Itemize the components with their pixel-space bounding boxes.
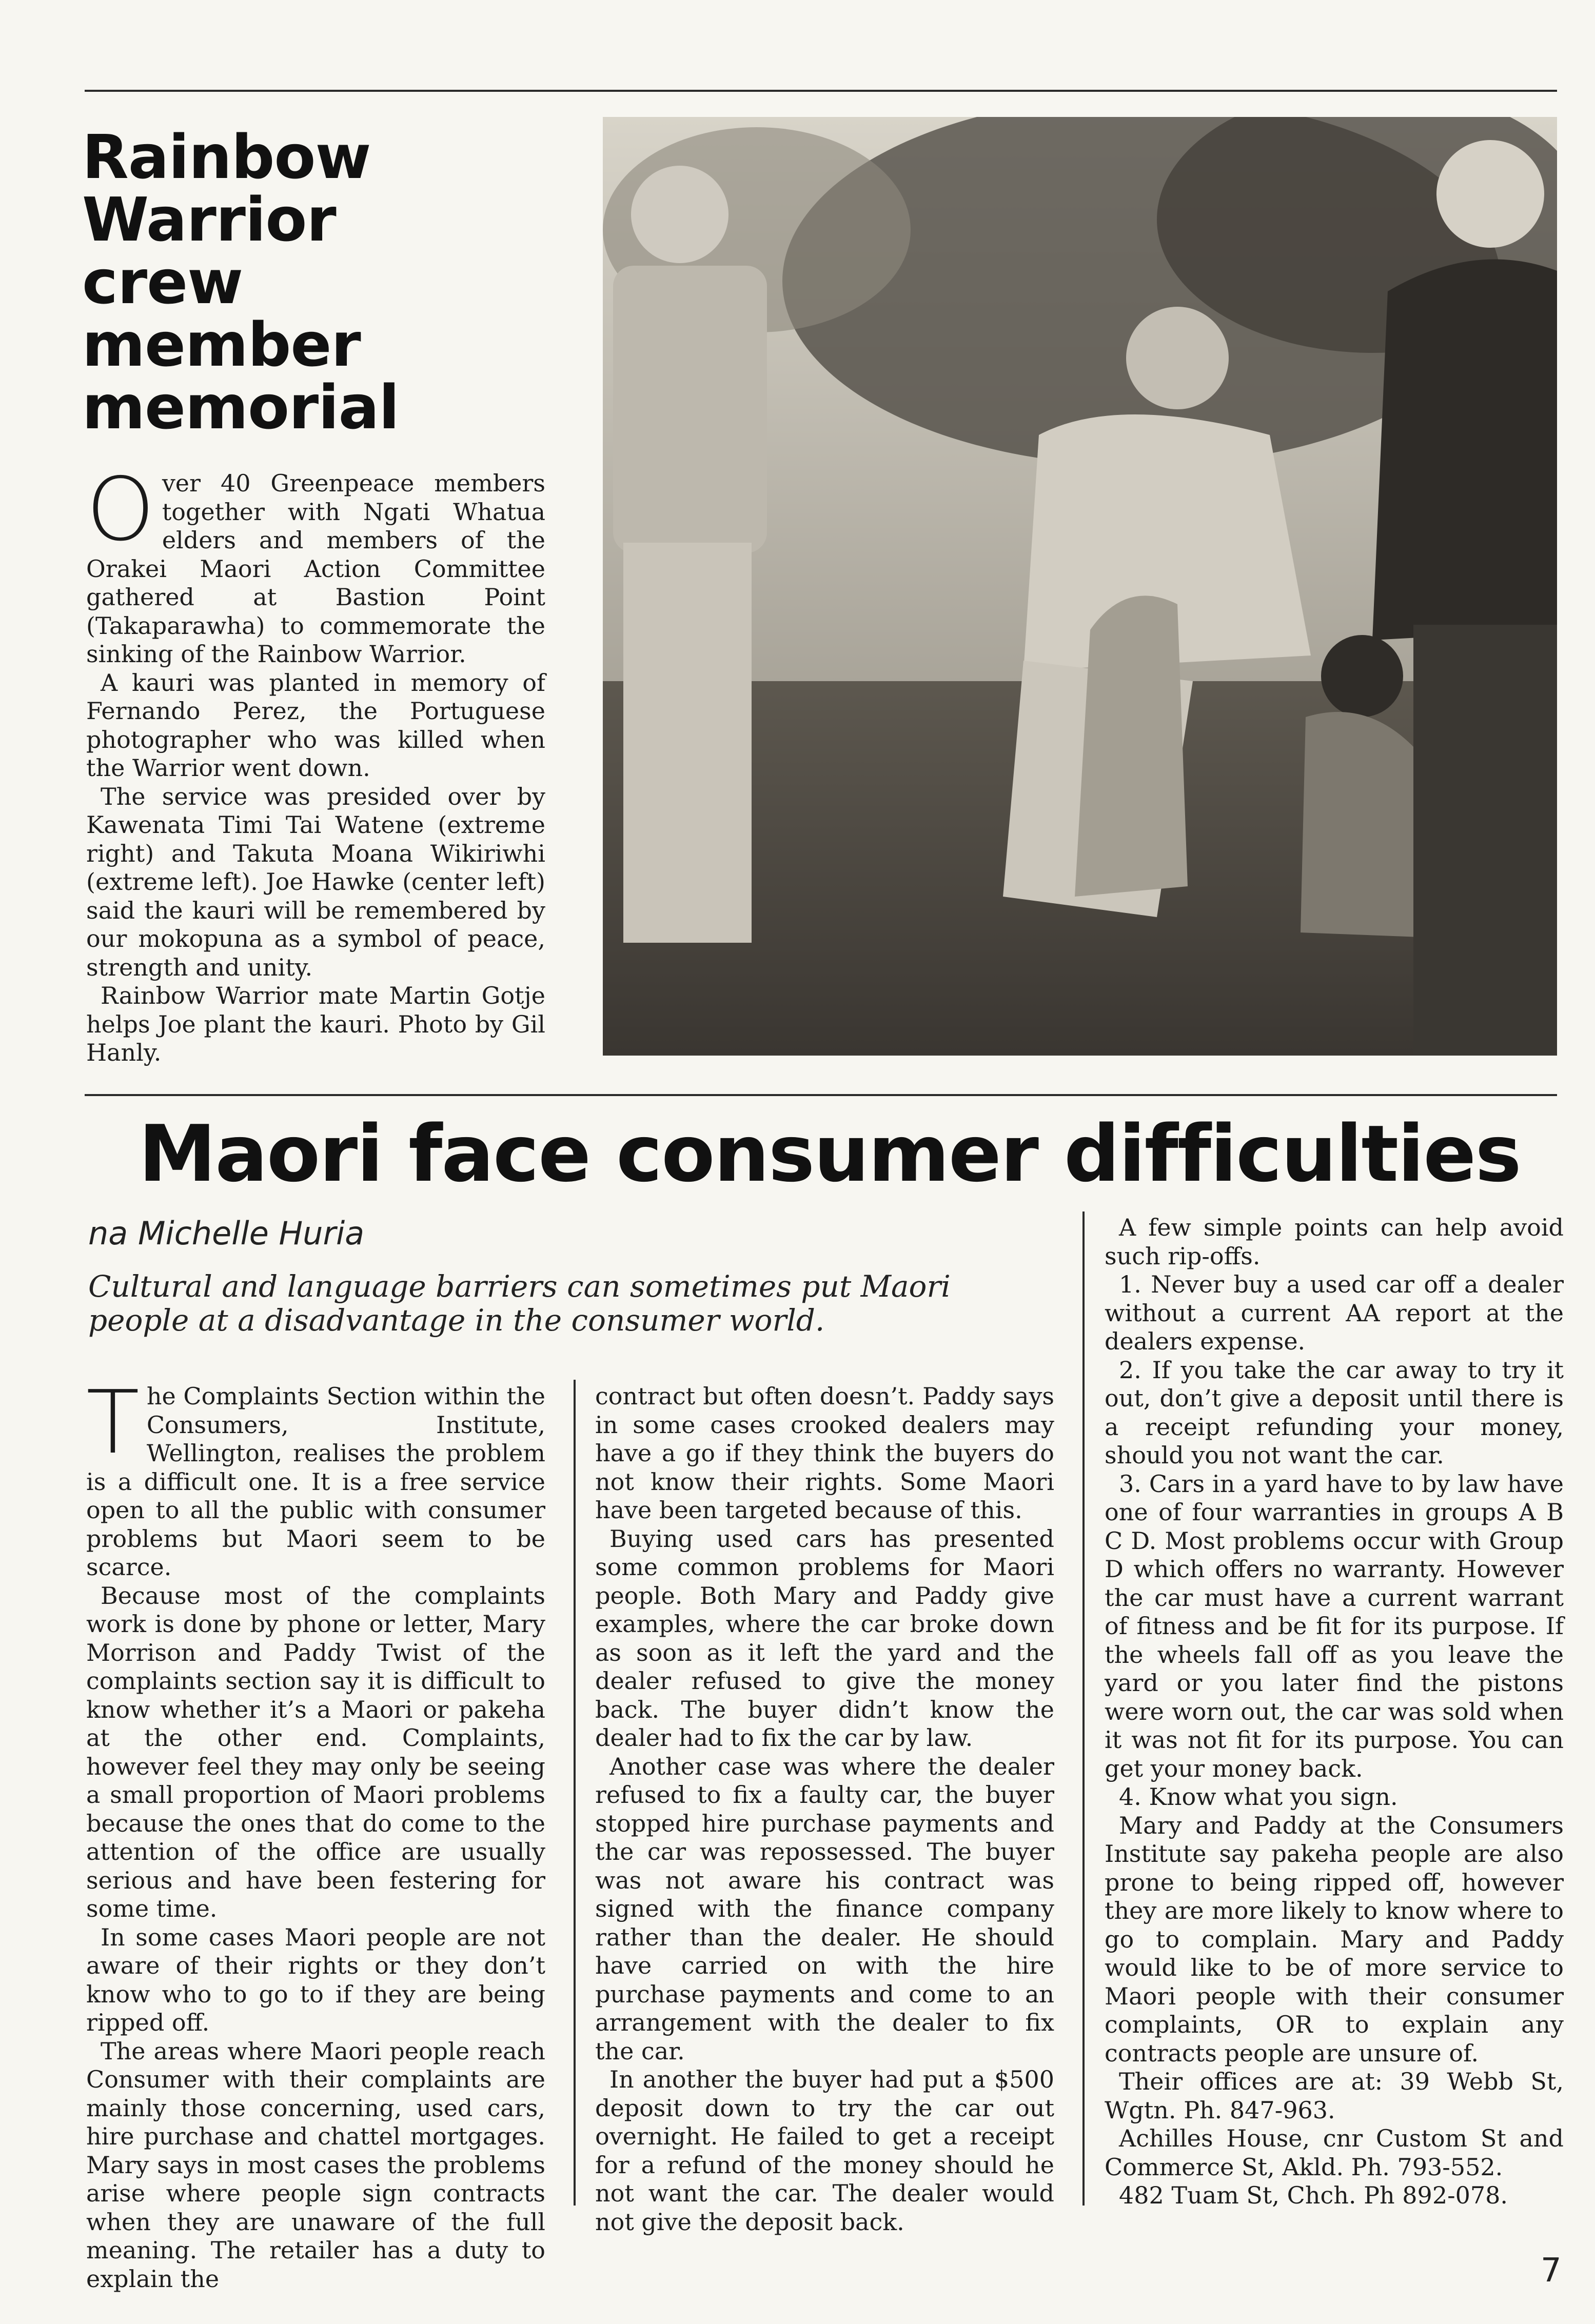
memorial-paragraph: Over 40 Greenpeace members together with Ngati Whatua elders and members of the Orakei Maori Action Committee gathered at Bastion Point (Takaparawha) to commemorate the sinking of the Rainbow Warrior. bbox=[86, 459, 545, 668]
column-divider bbox=[1082, 1211, 1085, 2206]
consumer-paragraph: Because most of the complaints work is done by phone or letter, Mary Morrison and Paddy Twist of the complaints section say it is difficult to know whether it’s a Maori or pakeha at the other end. Complaints, however feel they may only be seeing a small proportion of Maori problems because the ones that do come to the attention of the office are usually serious and have been festering for some time. bbox=[86, 1581, 545, 1922]
page-number: 7 bbox=[1541, 2252, 1562, 2290]
headline-line: memorial bbox=[82, 372, 399, 443]
consumer-paragraph: Their offices are at: 39 Webb St, Wgtn. Ph. 847-963. bbox=[1105, 2068, 1564, 2124]
consumer-paragraph: 4. Know what you sign. bbox=[1119, 1783, 1398, 1811]
consumer-paragraph: 2. If you take the car away to try it out, don’t give a deposit until there is a receipt refunding your money, should you not want the car. bbox=[1105, 1356, 1564, 1469]
memorial-paragraph: The service was presided over by Kawenata Timi Tai Watene (extreme right) and Takuta Moana Wikiriwhi (extreme left). Joe Hawke (center left) said the kauri will be remembered by our mokopuna as a symbol of peace, strength and unity. bbox=[86, 782, 545, 981]
headline-line: crew bbox=[82, 247, 243, 317]
consumer-paragraph: contract but often doesn’t. Paddy says in some cases crooked dealers may have a go if they think the buyers do not know their rights. Some Maori have been targeted because of this. bbox=[595, 1382, 1054, 1524]
headline-line: Rainbow bbox=[82, 122, 371, 192]
headline-line: Warrior bbox=[82, 184, 336, 255]
section-rule bbox=[85, 1094, 1557, 1096]
top-rule bbox=[85, 90, 1557, 92]
consumer-paragraph: Achilles House, cnr Custom St and Commerce St, Akld. Ph. 793-552. bbox=[1105, 2124, 1564, 2181]
consumer-paragraph: In some cases Maori people are not aware of their rights or they don’t know who to go to if they are being ripped off. bbox=[86, 1923, 545, 2036]
dropcap: T bbox=[86, 1372, 140, 1474]
consumer-headline: Maori face consumer difficulties bbox=[139, 1108, 1521, 1199]
memorial-headline bbox=[82, 122, 575, 443]
memorial-paragraph: A kauri was planted in memory of Fernando Perez, the Portuguese photographer who was killed when the Warrior went down. bbox=[86, 668, 545, 782]
consumer-paragraph: 482 Tuam St, Chch. Ph 892-078. bbox=[1119, 2181, 1508, 2209]
consumer-paragraph: Buying used cars has presented some common problems for Maori people. Both Mary and Paddy give examples, where the car broke down as soon as it left the yard and the dealer refused to give the money back. The buyer didn’t know the dealer had to fix the car by law. bbox=[595, 1524, 1054, 1752]
consumer-paragraph: Another case was where the dealer refused to fix a faulty car, the buyer stopped hire purchase payments and the car was repossessed. The buyer was not aware his contract was signed with the finance company rather than the dealer. He should have carried on with the hire purchase payments and come to an arrangement with the dealer to fix the car. bbox=[595, 1752, 1054, 2065]
memorial-body bbox=[86, 459, 545, 1067]
consumer-paragraph: A few simple points can help avoid such rip-offs. bbox=[1105, 1214, 1564, 1270]
byline: na Michelle Huria bbox=[88, 1215, 365, 1252]
dropcap: O bbox=[86, 459, 155, 561]
standfirst: Cultural and language barriers can sometimes put Maori people at a disadvantage in the consumer world. bbox=[88, 1269, 951, 1338]
consumer-column-2 bbox=[595, 1382, 1054, 2236]
column-divider bbox=[574, 1380, 576, 2206]
headline-line: member bbox=[82, 309, 361, 380]
consumer-column-1 bbox=[86, 1372, 545, 2293]
consumer-paragraph: Mary and Paddy at the Consumers Institute say pakeha people are also prone to being ripped off, however they are more likely to know where to go to complain. Mary and Paddy would like to be of more service to Maori people with their consumer complaints, OR to explain any contracts people are unsure of. bbox=[1105, 1811, 1564, 2067]
consumer-column-3 bbox=[1105, 1214, 1564, 2210]
consumer-paragraph: The areas where Maori people reach Consumer with their complaints are mainly those concerning, used cars, hire purchase and chattel mortgages. Mary says in most cases the problems arise where people sign contracts when they are unaware of the full meaning. The retailer has a duty to explain the bbox=[86, 2037, 545, 2293]
memorial-photo bbox=[603, 117, 1557, 1056]
consumer-paragraph: The Complaints Section within the Consumers, Institute, Wellington, realises the problem is a difficult one. It is a free service open to all the public with consumer problems but Maori seem to be scarce. bbox=[86, 1372, 545, 1581]
consumer-paragraph: In another the buyer had put a $500 deposit down to try the car out overnight. He failed to get a receipt for a refund of the money should he not want the car. The dealer would not give the deposit back. bbox=[595, 2065, 1054, 2236]
consumer-paragraph: 3. Cars in a yard have to by law have one of four warranties in groups A B C D. Most problems occur with Group D which offers no warranty. However the car must have a current warrant of fitness and be fit for its purpose. If the wheels fall off as you leave the yard or you later find the pistons were worn out, the car was sold when it was not fit for its purpose. You can get your money back. bbox=[1105, 1469, 1564, 1782]
consumer-paragraph: 1. Never buy a used car off a dealer without a current AA report at the dealers expense. bbox=[1105, 1270, 1564, 1355]
memorial-paragraph: Rainbow Warrior mate Martin Gotje helps Joe plant the kauri. Photo by Gil Hanly. bbox=[86, 982, 545, 1066]
